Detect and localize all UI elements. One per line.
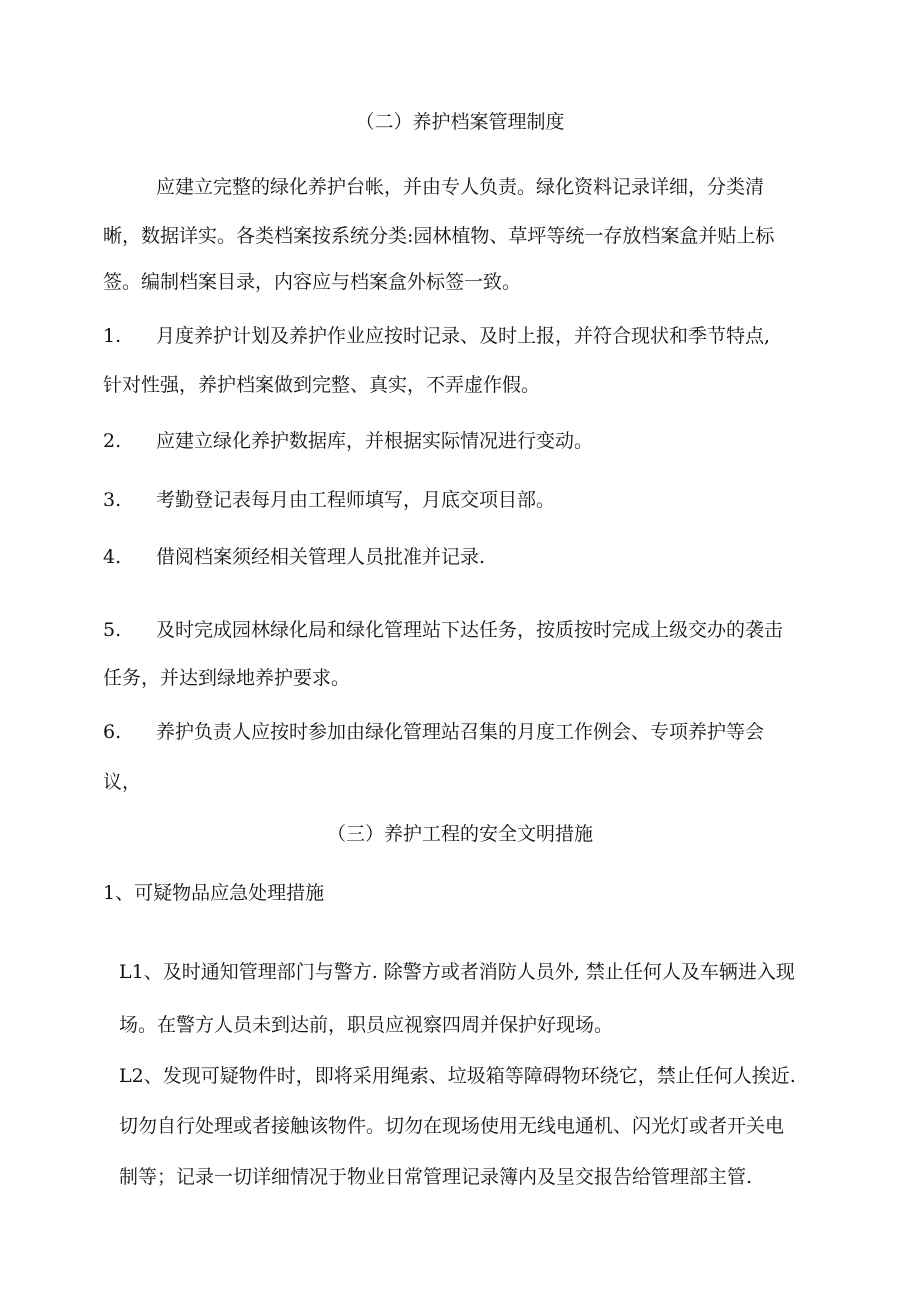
sub-heading-suspicious-items: 1、可疑物品应急处理措施 bbox=[103, 882, 325, 904]
intro-paragraph-line: 晰，数据详实。各类档案按系统分类:园林植物、草坪等统一存放档案盒并贴上标 bbox=[103, 225, 775, 247]
list-item-text: 养护负责人应按时参加由绿化管理站召集的月度工作例会、专项养护等会 bbox=[156, 721, 765, 743]
list-item-text: 针对性强，养护档案做到完整、真实，不弄虚作假。 bbox=[103, 374, 541, 396]
intro-paragraph-line: 应建立完整的绿化养护台帐，并由专人负责。绿化资料记录详细，分类清 bbox=[156, 176, 765, 198]
list-item-text: 借阅档案须经相关管理人员批准并记录. bbox=[156, 546, 486, 568]
list-item-number: 3. bbox=[103, 489, 122, 511]
list-item-text: 月度养护计划及养护作业应按时记录、及时上报，并符合现状和季节特点, bbox=[156, 325, 771, 347]
list-item-number: 6. bbox=[103, 721, 122, 743]
list-item-number: 4. bbox=[103, 546, 122, 568]
list-item-text: 议， bbox=[103, 771, 142, 793]
list-item-number: 5. bbox=[103, 619, 122, 641]
measure-line: 制等；记录一切详细情况于物业日常管理记录簿内及呈交报告给管理部主管. bbox=[119, 1166, 753, 1188]
measure-line: L2、发现可疑物件时，即将采用绳索、垃圾箱等障碍物环绕它，禁止任何人挨近. bbox=[119, 1065, 796, 1087]
list-item-text: 及时完成园林绿化局和绿化管理站下达任务，按质按时完成上级交办的袭击 bbox=[156, 619, 784, 641]
section-heading-safety-measures: （三）养护工程的安全文明措施 bbox=[326, 823, 593, 845]
measure-line: 场。在警方人员未到达前，职员应视察四周并保护好现场。 bbox=[119, 1014, 614, 1036]
list-item-text: 考勤登记表每月由工程师填写，月底交项目部。 bbox=[156, 489, 556, 511]
list-item-number: 1. bbox=[103, 325, 122, 347]
list-item-text: 任务，并达到绿地养护要求。 bbox=[103, 667, 351, 689]
list-item-text: 应建立绿化养护数据库，并根据实际情况进行变动。 bbox=[156, 430, 594, 452]
measure-line: L1、及时通知管理部门与警方. 除警方或者消防人员外, 禁止任何人及车辆进入现 bbox=[119, 961, 795, 983]
list-item-number: 2. bbox=[103, 430, 122, 452]
measure-line: 切勿自行处理或者接触该物件。切勿在现场使用无线电通机、闪光灯或者开关电 bbox=[119, 1115, 785, 1137]
intro-paragraph-line: 签。编制档案目录，内容应与档案盒外标签一致。 bbox=[103, 271, 522, 293]
section-heading-archive-management: （二）养护档案管理制度 bbox=[355, 111, 565, 133]
